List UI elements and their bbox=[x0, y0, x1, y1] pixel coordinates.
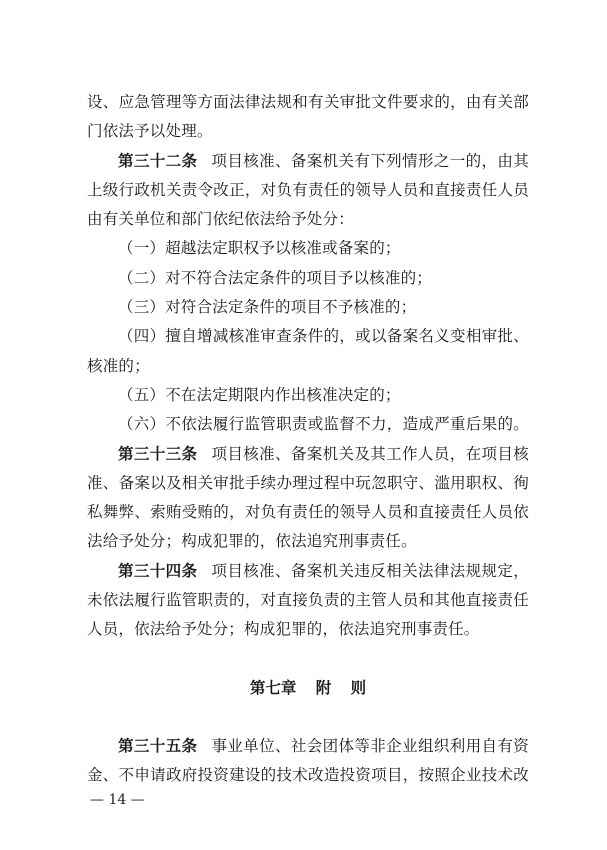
text-line: 由有关单位和部门依纪依法给予处分： bbox=[87, 210, 354, 229]
article-33-label: 第三十三条 bbox=[118, 444, 198, 463]
text-line: 设、应急管理等方面法律法规和有关审批文件要求的，由有关部 bbox=[87, 93, 529, 111]
page-number: — 14 — bbox=[90, 792, 145, 808]
chapter-name: 附 则 bbox=[315, 678, 367, 697]
list-item: （四）擅自增减核准审查条件的，或以备案名义变相审批、 bbox=[118, 327, 529, 346]
article-text: 事业单位、社会团体等非企业组织利用自有资 bbox=[211, 736, 529, 755]
list-item: （二）对不符合法定条件的项目予以核准的； bbox=[118, 268, 433, 287]
article-32-label: 第三十二条 bbox=[118, 151, 198, 170]
chapter-number: 第七章 bbox=[249, 678, 297, 697]
text-line: 私舞弊、索贿受贿的，对负有责任的领导人员和直接责任人员依 bbox=[87, 503, 529, 522]
text-line: 准、备案以及相关审批手续办理过程中玩忽职守、滥用职权、徇 bbox=[87, 473, 529, 492]
list-item: （三）对符合法定条件的项目不予核准的； bbox=[118, 298, 417, 317]
article-33-line-1 bbox=[87, 440, 529, 469]
text-line: 门依法予以处理。 bbox=[87, 122, 213, 141]
article-34-line-1 bbox=[87, 557, 529, 586]
article-text: 项目核准、备案机关有下列情形之一的，由其 bbox=[211, 151, 529, 170]
article-text: 项目核准、备案机关违反相关法律法规规定， bbox=[211, 561, 529, 580]
list-item: （一）超越法定职权予以核准或备案的； bbox=[118, 239, 401, 258]
article-35-line-1 bbox=[87, 732, 529, 761]
text-line: 上级行政机关责令改正，对负有责任的领导人员和直接责任人员 bbox=[87, 180, 529, 199]
text-line: 法给予处分；构成犯罪的，依法追究刑事责任。 bbox=[87, 532, 417, 551]
list-item: （五）不在法定期限内作出核准决定的； bbox=[118, 385, 401, 404]
article-34-label: 第三十四条 bbox=[118, 561, 198, 580]
text-line: 人员，依法给予处分；构成犯罪的，依法追究刑事责任。 bbox=[87, 620, 480, 639]
article-35-label: 第三十五条 bbox=[118, 736, 198, 755]
document-body bbox=[87, 88, 529, 791]
list-item-continuation: 核准的； bbox=[87, 356, 150, 375]
text-line: 金、不申请政府投资建设的技术改造投资项目，按照企业技术改 bbox=[87, 766, 529, 785]
chapter-heading bbox=[87, 674, 529, 703]
text-line: 未依法履行监管职责的，对直接负责的主管人员和其他直接责任 bbox=[87, 591, 529, 610]
list-item: （六）不依法履行监管职责或监督不力，造成严重后果的。 bbox=[118, 415, 529, 434]
article-32-line-1 bbox=[87, 147, 529, 176]
article-text: 项目核准、备案机关及其工作人员，在项目核 bbox=[211, 444, 529, 463]
